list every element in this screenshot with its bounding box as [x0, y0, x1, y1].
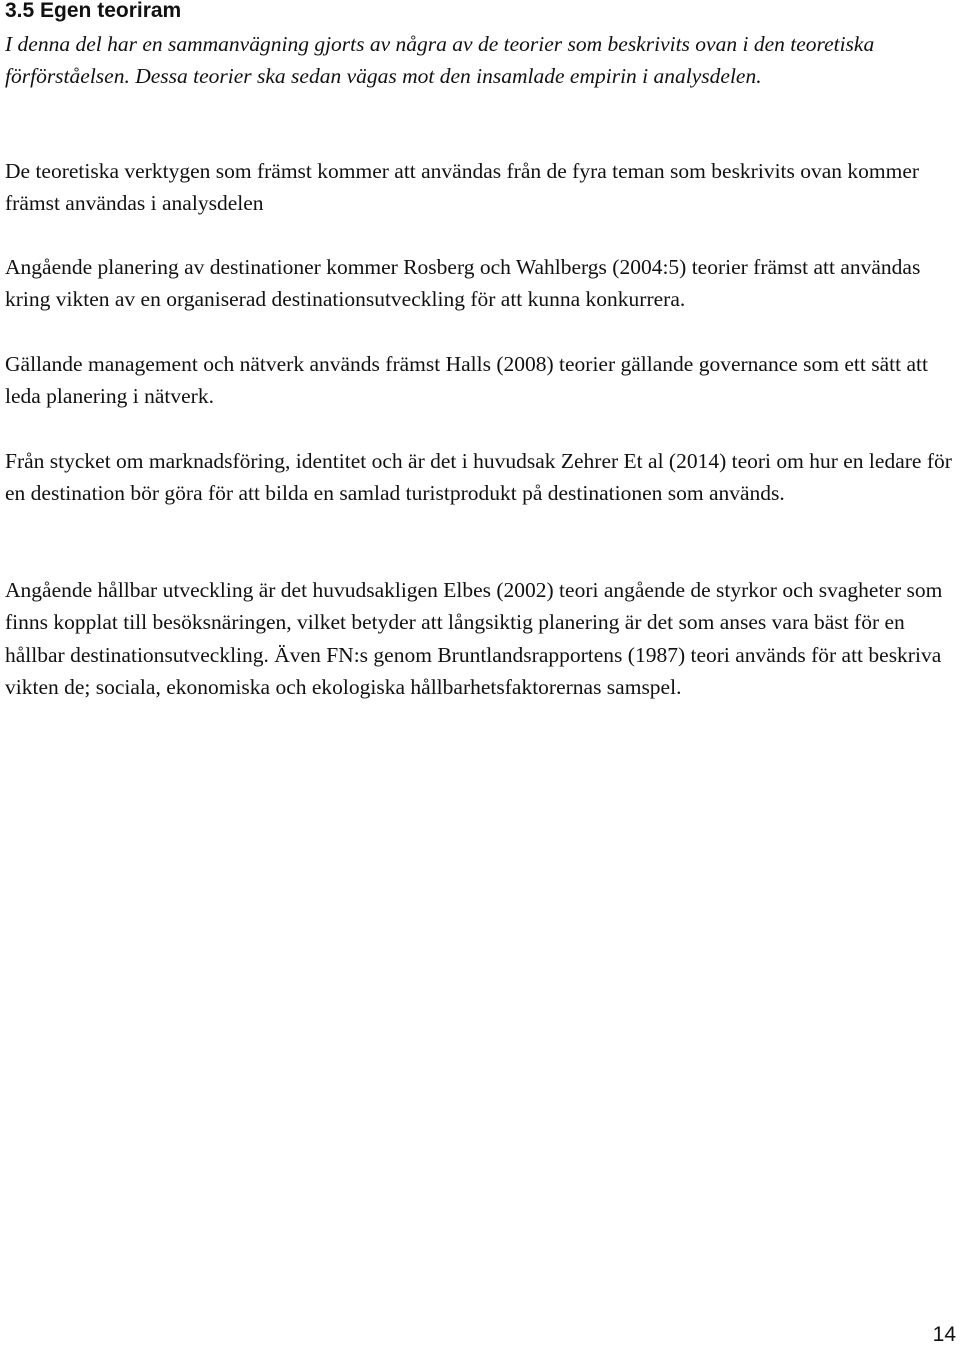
paragraph-planning: Angående planering av destinationer kommer Rosberg och Wahlbergs (2004:5) teorier främst att användas kring vikten av en organiserad destinationsutveckling för att kunna konkurrera. — [5, 255, 921, 311]
paragraph-tools: De teoretiska verktygen som främst kommer att användas från de fyra teman som beskrivits ovan kommer främst användas i analysdelen — [5, 159, 920, 216]
paragraph-marketing: Från stycket om marknadsföring, identitet och är det i huvudsak Zehrer Et al (2014) teori om hur en ledare för en destination bör göra för att bilda en samlad turistprodukt på destinationen som används. — [5, 449, 952, 506]
section-heading: 3.5 Egen teoriram — [5, 0, 182, 22]
paragraph-sustainability: Angående hållbar utveckling är det huvudsakligen Elbes (2002) teori angående de styrkor och svagheter som finns kopplat till besöksnäringen, vilket betyder att långsiktig planering är det som anses vara bäst för en hållbar destinationsutveckling. Även FN:s genom Bruntlandsrapportens (1987) teori används för att beskriva vikten de; sociala, ekonomiska och ekologiska hållbarhetsfaktorernas samspel. — [5, 578, 943, 700]
section-intro: I denna del har en sammanvägning gjorts av några av de teorier som beskrivits ovan i den teoretiska förförståelsen. Dessa teorier ska sedan vägas mot den insamlade empirin i analysdelen. — [5, 32, 875, 88]
paragraph-management: Gällande management och nätverk används främst Halls (2008) teorier gällande governance som ett sätt att leda planering i nätverk. — [5, 352, 928, 409]
page-number: 14 — [932, 1323, 956, 1346]
